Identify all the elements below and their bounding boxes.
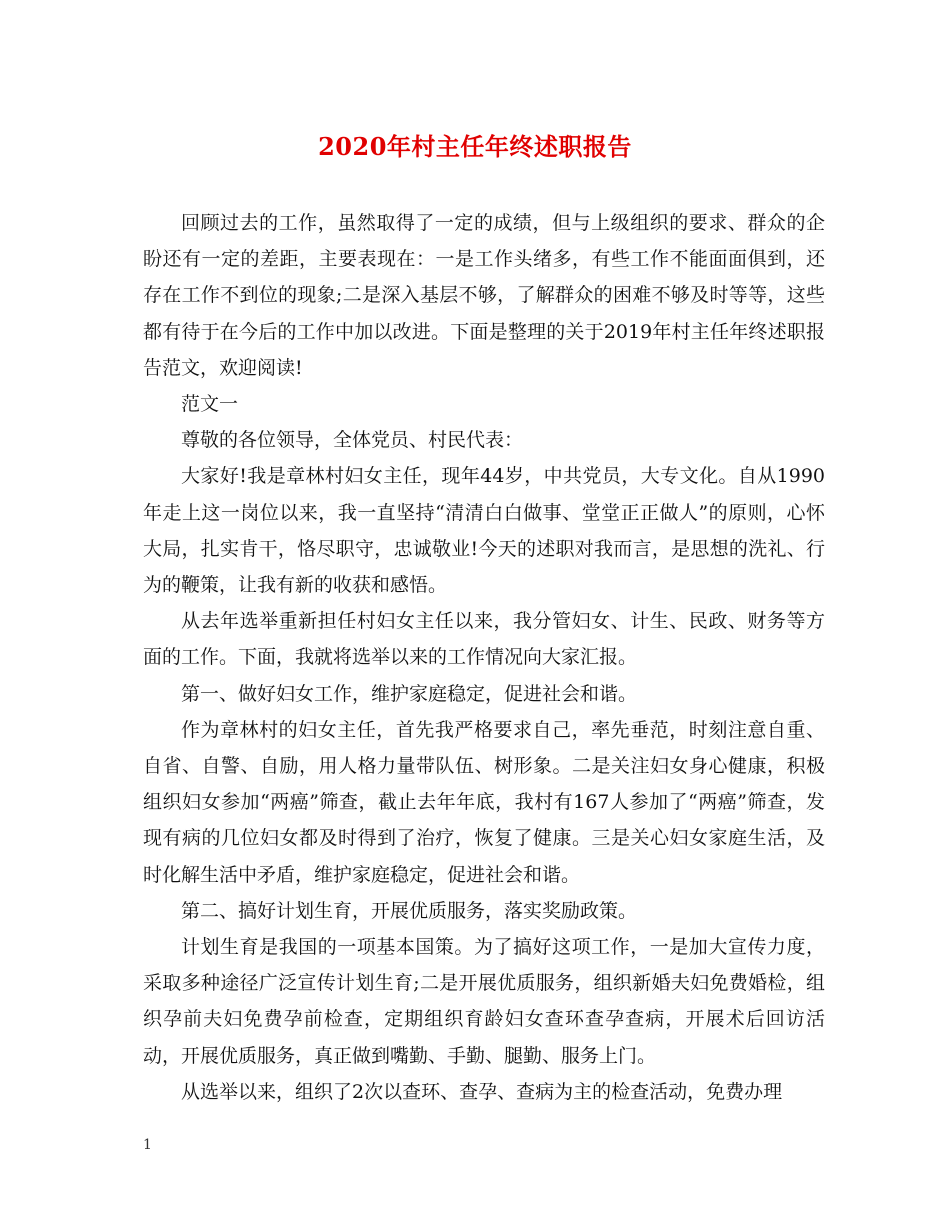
- paragraph-responsibilities: 从去年选举重新担任村妇女主任以来，我分管妇女、计生、民政、财务等方面的工作。下面，我就将选举以来的工作情况向大家汇报。: [143, 610, 825, 669]
- page-number: 1: [143, 1137, 152, 1153]
- paragraph-family-planning-details: 计划生育是我国的一项基本国策。为了搞好这项工作，一是加大宣传力度，采取多种途径广泛宣传计划生育;二是开展优质服务，组织新婚夫妇免费婚检，组织孕前夫妇免费孕前检查，定期组织育龄妇女查环查孕查病，开展术后回访活动，开展优质服务，真正做到嘴勤、手勤、腿勤、服务上门。: [143, 936, 825, 1067]
- document-title: 2020年村主任年终述职报告: [318, 132, 632, 161]
- paragraph-self-introduction: 大家好!我是章林村妇女主任，现年44岁，中共党员，大专文化。自从1990年走上这一岗位以来，我一直坚持“清清白白做事、堂堂正正做人”的原则，心怀大局，扎实肯干，恪尽职守，忠诚敬业!今天的述职对我而言，是思想的洗礼、行为的鞭策，让我有新的收获和感悟。: [143, 465, 825, 597]
- paragraph-intro: 回顾过去的工作，虽然取得了一定的成绩，但与上级组织的要求、群众的企盼还有一定的差距，主要表现在：一是工作头绪多，有些工作不能面面俱到，还存在工作不到位的现象;二是深入基层不够，了解群众的困难不够及时等等，这些都有待于在今后的工作中加以改进。下面是整理的关于2019年村主任年终述职报告范文，欢迎阅读!: [143, 212, 825, 379]
- document-body: [143, 205, 825, 1110]
- paragraph-salutation: 尊敬的各位领导，全体党员、村民代表：: [181, 429, 524, 452]
- paragraph-section-label: 范文一: [181, 393, 239, 416]
- paragraph-heading-family-planning: 第二、搞好计划生育，开展优质服务，落实奖励政策。: [181, 899, 638, 922]
- paragraph-women-work-details: 作为章林村的妇女主任，首先我严格要求自己，率先垂范，时刻注意自重、自省、自警、自励，用人格力量带队伍、树形象。二是关注妇女身心健康，积极组织妇女参加“两癌”筛查，截止去年年底，我村有167人参加了“两癌”筛查，发现有病的几位妇女都及时得到了治疗，恢复了健康。三是关心妇女家庭生活，及时化解生活中矛盾，维护家庭稳定，促进社会和谐。: [143, 718, 825, 886]
- paragraph-heading-women-work: 第一、做好妇女工作，维护家庭稳定，促进社会和谐。: [181, 682, 638, 705]
- paragraph-inspection-activities: 从选举以来，组织了2次以查环、查孕、查病为主的检查活动，免费办理: [181, 1080, 783, 1103]
